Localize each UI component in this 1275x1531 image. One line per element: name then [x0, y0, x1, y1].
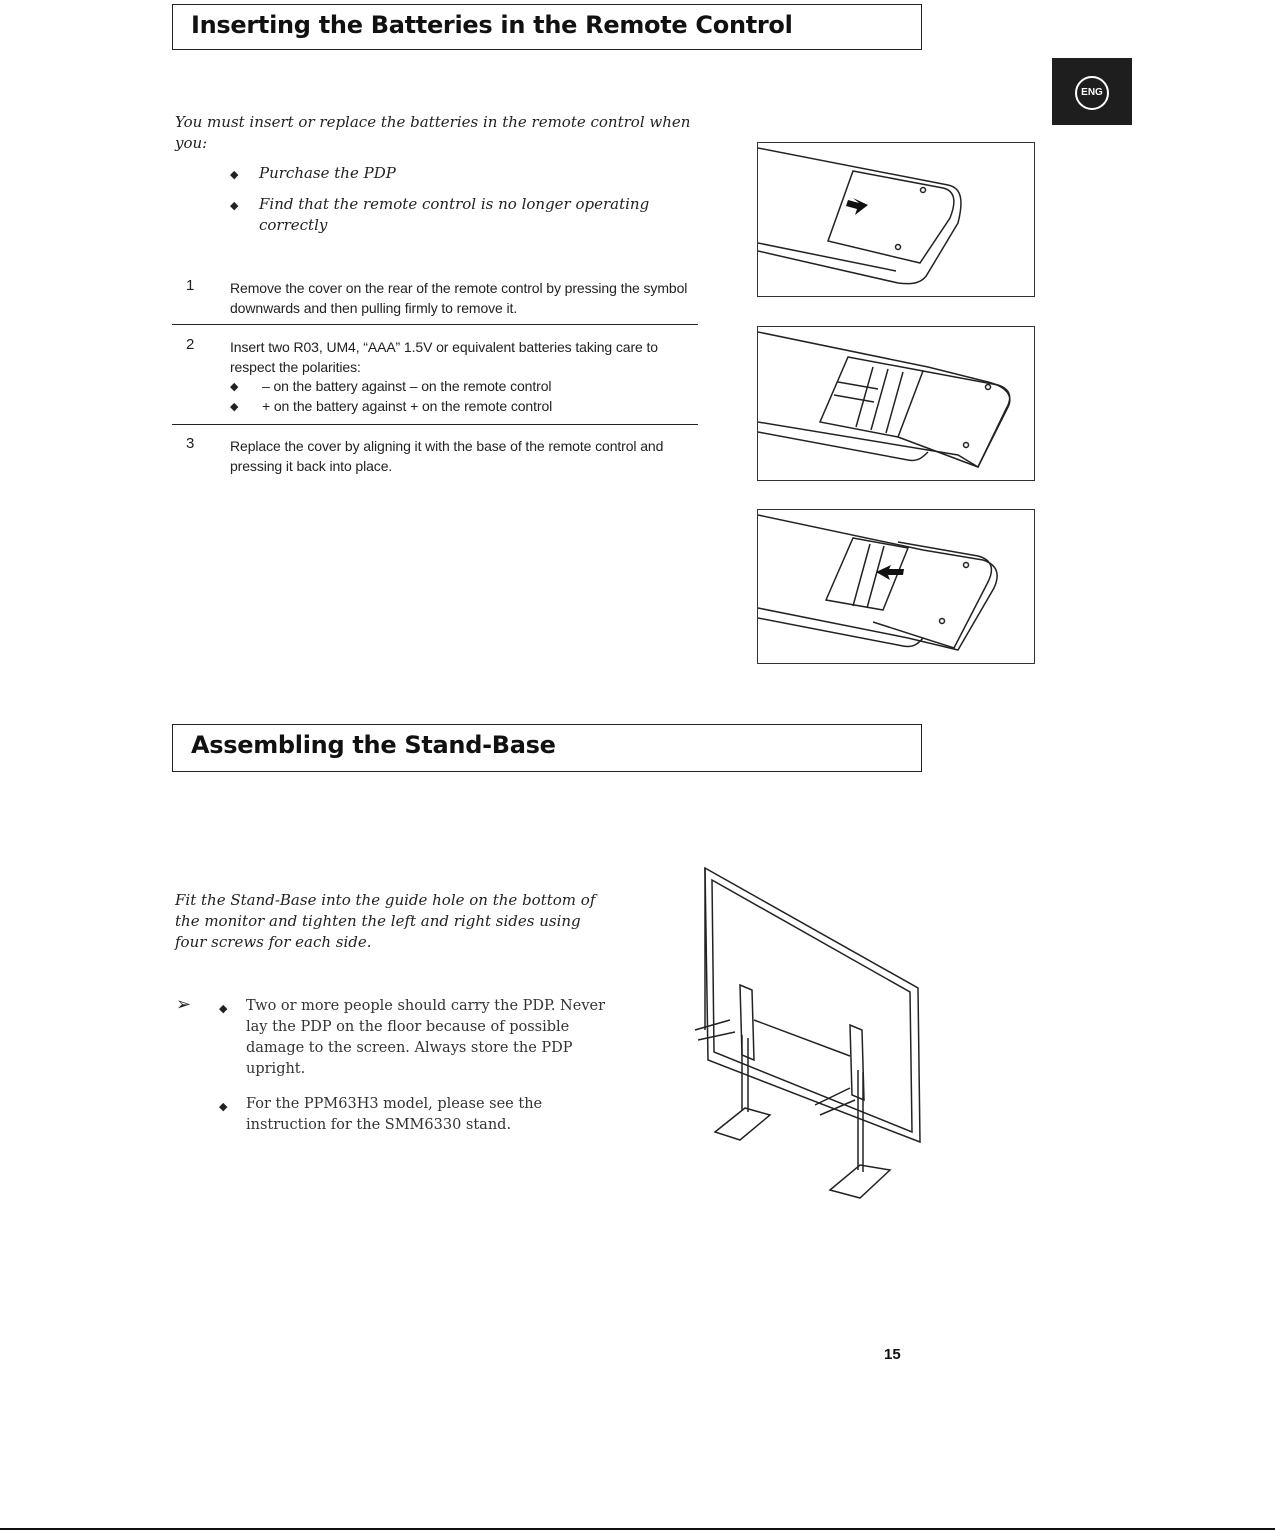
replace-cover-illustration: [758, 510, 1034, 663]
step-divider: [172, 424, 698, 425]
stand-intro: Fit the Stand-Base into the guide hole on the bottom of the monitor and tighten the left and right sides using four screws for each side.: [175, 891, 596, 951]
monitor-stand-illustration: [690, 860, 930, 1210]
step-divider: [172, 324, 698, 325]
page-number: 15: [884, 1346, 901, 1363]
condition-item: Find that the remote control is no longer operating correctly: [259, 195, 650, 234]
figure-insert-batteries: [757, 326, 1035, 481]
figure-remove-cover: [757, 142, 1035, 297]
bullet-diamond-icon: ◆: [230, 169, 239, 181]
bullet-diamond-icon: ◆: [219, 1003, 228, 1015]
language-tab: [1052, 58, 1132, 125]
step-text: Remove the cover on the rear of the remote control by pressing the symbol downwards and then pulling firmly to remove it.: [230, 280, 688, 316]
language-badge: ENG: [1075, 76, 1109, 110]
section-title-box-stand: [172, 724, 922, 772]
page-bottom-rule: [0, 1528, 1275, 1530]
note-arrow-icon: ➢: [176, 994, 192, 1014]
bullet-diamond-icon: ◆: [230, 381, 239, 393]
polarity-item: – on the battery against – on the remote control: [262, 378, 552, 394]
bullet-diamond-icon: ◆: [219, 1101, 228, 1113]
section-title-box-batteries: [172, 4, 922, 50]
note-item: For the PPM63H3 model, please see the instruction for the SMM6330 stand.: [246, 1096, 543, 1133]
section-title-batteries: Inserting the Batteries in the Remote Control: [191, 11, 793, 39]
step-text: Insert two R03, UM4, “AAA” 1.5V or equivalent batteries taking care to respect the polarities:: [230, 339, 658, 375]
step-number: 2: [186, 336, 195, 353]
bullet-diamond-icon: ◆: [230, 200, 239, 212]
batteries-intro: You must insert or replace the batteries in the remote control when you:: [175, 113, 691, 152]
condition-item: Purchase the PDP: [259, 164, 396, 182]
battery-compartment-illustration: [758, 327, 1034, 480]
bullet-diamond-icon: ◆: [230, 401, 239, 413]
step-text: Replace the cover by aligning it with the base of the remote control and pressing it back into place.: [230, 438, 664, 474]
step-number: 1: [186, 277, 195, 294]
section-title-stand: Assembling the Stand-Base: [191, 731, 556, 759]
remote-cover-illustration: [758, 143, 1034, 296]
polarity-item: + on the battery against + on the remote control: [262, 398, 553, 414]
step-number: 3: [186, 435, 195, 452]
figure-replace-cover: [757, 509, 1035, 664]
note-item: Two or more people should carry the PDP. Never lay the PDP on the floor because of possible damage to the screen. Always store the PDP upright.: [246, 998, 606, 1077]
